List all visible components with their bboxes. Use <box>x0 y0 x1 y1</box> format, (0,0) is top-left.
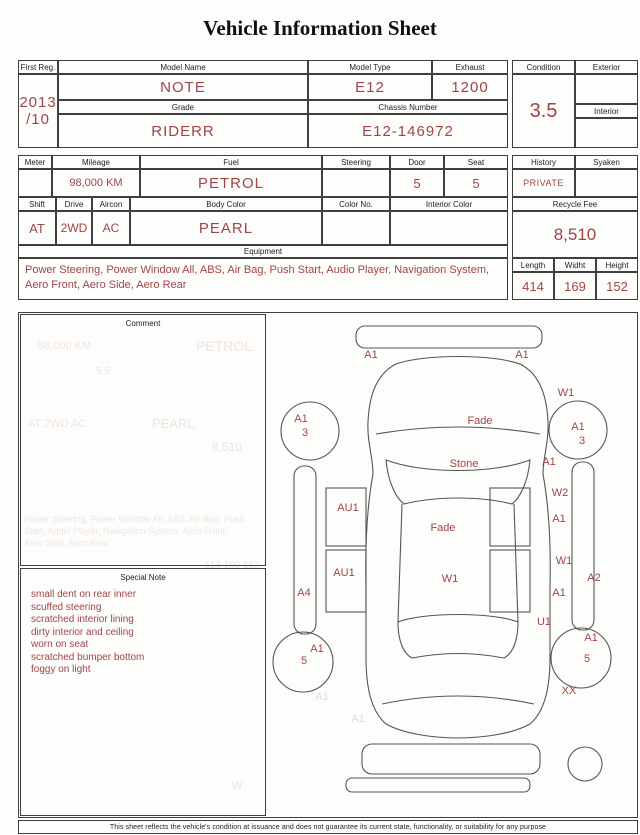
shift-value: AT <box>18 211 56 245</box>
grade-value: RIDERR <box>58 114 308 148</box>
diagram-mark: AU1 <box>337 502 359 514</box>
exhaust-value: 1200 <box>432 74 508 100</box>
diagram-mark: A1 <box>584 632 598 644</box>
body-color-value: PEARL <box>130 211 322 245</box>
first-reg-label: First Reg. <box>18 60 58 74</box>
mileage-value: 98,000 KM <box>52 169 140 197</box>
fuel-value: PETROL <box>140 169 322 197</box>
special-note-line: scuffed steering <box>31 601 102 613</box>
special-note-line: scratched bumper bottom <box>31 651 145 663</box>
history-value: PRIVATE <box>512 169 575 197</box>
ghost-text: Aero Side, Aero Rear <box>24 538 110 548</box>
ghost-text: Power Steering, Power Window All, ABS, Air Bag, Push <box>24 514 245 524</box>
rear-right-wheel <box>551 628 611 688</box>
diagram-mark: 5 <box>583 653 591 665</box>
special-note-list <box>31 589 259 677</box>
diagram-mark: AU1 <box>333 567 355 579</box>
exterior-label: Exterior <box>575 60 638 74</box>
rear-lower-strip <box>346 778 530 792</box>
left-sill-strip <box>294 466 316 634</box>
drive-value: 2WD <box>56 211 92 245</box>
syaken-label: Syaken <box>575 155 638 169</box>
diagram-mark: 3 <box>578 435 586 447</box>
diagram-mark: 5 <box>300 655 308 667</box>
diagram-mark: Stone <box>449 458 479 470</box>
diagram-mark: XX <box>561 685 577 697</box>
height-value: 152 <box>596 272 638 300</box>
shift-label: Shift <box>18 197 56 211</box>
ghost-text: AT 2WD AC <box>28 418 87 430</box>
steering-label: Steering <box>322 155 390 169</box>
chassis-number-label: Chassis Number <box>308 100 508 114</box>
condition-label: Condition <box>512 60 575 74</box>
recycle-fee-value: 8,510 <box>512 211 638 258</box>
mileage-label: Mileage <box>52 155 140 169</box>
meter-label: Meter <box>18 155 52 169</box>
front-bumper-shape <box>356 326 542 348</box>
diagram-mark: A1 <box>364 349 378 361</box>
diagram-mark: A1 <box>515 349 529 361</box>
seat-label: Seat <box>444 155 508 169</box>
right-sill-strip <box>572 462 594 630</box>
model-type-value: E12 <box>308 74 432 100</box>
diagram-mark: A4 <box>297 587 311 599</box>
rear-bumper-shape <box>362 744 540 774</box>
first-reg-month: /10 <box>26 111 50 128</box>
ghost-text: 98,000 KM <box>38 340 92 352</box>
special-note-line: foggy on light <box>31 664 91 675</box>
special-note-line: worn on seat <box>31 639 89 650</box>
door-label: Door <box>390 155 444 169</box>
diagram-mark: Fade <box>430 522 456 534</box>
diagram-mark: 3 <box>301 427 309 439</box>
ghost-text: 414 169 152 <box>204 560 260 571</box>
equipment-value: Power Steering, Power Window All, ABS, Air Bag, Push Start, Audio Player, Navigation System, Aero Front, Aero Side, Aero Rear <box>18 258 508 300</box>
comment-label: Comment <box>125 319 161 328</box>
trunk-line <box>382 696 534 704</box>
grade-label: Grade <box>58 100 308 114</box>
left-rear-door-panel <box>326 550 366 612</box>
meter-value <box>18 169 52 197</box>
interior-color-label: Interior Color <box>390 197 508 211</box>
equipment-label: Equipment <box>18 245 508 258</box>
aircon-value: AC <box>92 211 130 245</box>
diagram-mark: U1 <box>536 616 552 628</box>
diagram-mark: Fade <box>467 415 493 427</box>
syaken-value <box>575 169 638 197</box>
history-label: History <box>512 155 575 169</box>
recycle-fee-label: Recycle Fee <box>512 197 638 211</box>
seat-value: 5 <box>444 169 508 197</box>
aircon-label: Aircon <box>92 197 130 211</box>
width-value: 169 <box>554 272 596 300</box>
exterior-value <box>575 74 638 104</box>
roof-right-line <box>514 504 518 622</box>
fuel-label: Fuel <box>140 155 322 169</box>
interior-color-value <box>390 211 508 245</box>
length-label: Length <box>512 258 554 272</box>
special-note-label: Special Note <box>120 573 166 582</box>
ghost-text: Start, Audio Player, Navigation System, Aero Front, <box>24 526 228 536</box>
diagram-mark: A1 <box>542 456 556 468</box>
special-note-box <box>20 568 266 816</box>
diagram-mark: W2 <box>551 487 569 499</box>
color-no-value <box>322 211 390 245</box>
footer-disclaimer: This sheet reflects the vehicle's condition at issuance and does not guarantee its current state, functionality, or suitability for any purpose <box>18 820 638 834</box>
diagram-mark: W1 <box>557 387 575 399</box>
ghost-text: W <box>232 780 243 792</box>
width-label: Widht <box>554 258 596 272</box>
door-value: 5 <box>390 169 444 197</box>
diagram-mark: A2 <box>587 572 601 584</box>
height-label: Height <box>596 258 638 272</box>
ghost-text: PEARL <box>152 416 195 431</box>
special-note-line: small dent on rear inner <box>31 589 137 600</box>
chassis-number-value: E12-146972 <box>308 114 508 148</box>
page-title: Vehicle Information Sheet <box>203 16 437 40</box>
comment-box <box>20 314 266 566</box>
rear-window-shape <box>398 615 518 659</box>
color-no-label: Color No. <box>322 197 390 211</box>
ghost-text: 8,510 <box>212 440 243 454</box>
body-color-label: Body Color <box>130 197 322 211</box>
car-body-outline <box>366 357 550 739</box>
interior-value <box>575 118 638 148</box>
left-front-door-panel <box>326 488 366 546</box>
ghost-text: PETROL <box>196 338 253 354</box>
length-value: 414 <box>512 272 554 300</box>
diagram-mark: A1 <box>310 643 324 655</box>
diagram-ghost-mark: A1 <box>351 713 365 725</box>
model-name-label: Model Name <box>58 60 308 74</box>
diagram-ghost-mark: A1 <box>315 691 329 703</box>
ghost-text: 5 5 <box>96 366 110 377</box>
spare-wheel-shape <box>568 747 602 781</box>
condition-value: 3.5 <box>512 74 575 148</box>
interior-label: Interior <box>575 104 638 118</box>
roof-left-line <box>398 504 402 622</box>
right-front-door-panel <box>490 488 530 546</box>
model-name-value: NOTE <box>58 74 308 100</box>
diagram-mark: W1 <box>555 555 573 567</box>
diagram-mark: A1 <box>552 587 566 599</box>
hood-line <box>376 427 540 434</box>
diagram-mark: A1 <box>552 513 566 525</box>
special-note-line: dirty interior and ceiling <box>31 626 134 638</box>
right-rear-door-panel <box>490 550 530 612</box>
front-left-wheel <box>281 402 339 460</box>
steering-value <box>322 169 390 197</box>
diagram-mark: A1 <box>571 421 585 433</box>
car-condition-diagram <box>268 312 638 817</box>
first-reg-value <box>18 74 58 148</box>
drive-label: Drive <box>56 197 92 211</box>
exhaust-label: Exhaust <box>432 60 508 74</box>
first-reg-year: 2013 <box>19 93 57 111</box>
model-type-label: Model Type <box>308 60 432 74</box>
special-note-line: scratched interior lining <box>31 614 134 625</box>
diagram-mark: A1 <box>294 413 308 425</box>
diagram-mark: W1 <box>441 573 459 585</box>
